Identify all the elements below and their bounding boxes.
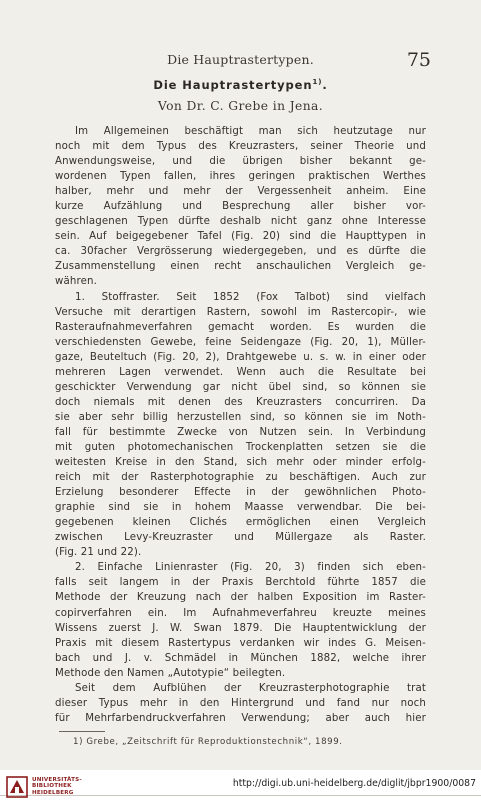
text-line: Methode der Kreuzung nach der halben Exposition im Raster- <box>55 592 426 604</box>
text-line: Anwendungsweise, und die übrigen bisher bekannt ge- <box>55 156 426 168</box>
text-line: Methode den Namen „Autotypie“ beilegten. <box>55 667 286 679</box>
text-line: Praxis mit diesem Rastertypus verdanken wir indes G. Meisen- <box>55 637 426 649</box>
text-line: fall für bestimmte Zwecke von Nutzen sein. In Verbindung <box>55 426 426 438</box>
footnote: 1) Grebe, „Zeitschrift für Reproduktionstechnik“, 1899. <box>73 737 343 747</box>
text-line: wordenen Typen fallen, ihres geringen praktischen Werthes <box>55 171 426 183</box>
text-line: verschiedensten Gewebe, feine Seidengaze (Fig. 20, 1), Müller- <box>55 336 426 348</box>
footnote-marker: 1) <box>312 78 323 87</box>
text-line: Zusammenstellung einen recht anschaulichen Vergleich ge- <box>55 261 426 273</box>
library-name-line: UNIVERSITÄTS- <box>32 777 82 783</box>
footnote-rule <box>59 731 105 732</box>
text-line: für Mehrfarbendruckverfahren Verwendung; aber auch hier <box>55 712 426 724</box>
text-line: halber, mehr und mehr der Vergessenheit anheim. Eine <box>55 186 426 198</box>
text-line: dieser Typus mehr in den Hintergrund und fand nur noch <box>55 697 426 709</box>
text-line: Im Allgemeinen beschäftigt man sich heutzutage nur <box>75 126 426 137</box>
library-name[interactable] <box>32 777 82 796</box>
article-title: Die Hauptrastertypen$^{1)}$. <box>153 78 328 92</box>
text-line: (Fig. 21 und 22). <box>55 547 142 559</box>
text-line: zwischen Levy-Kreuzraster und Müllergaze als Raster. <box>55 532 426 544</box>
text-line: Versuche mit derartigen Rastern, sowohl im Rastercopir-, wie <box>55 306 426 318</box>
library-name-line: HEIDELBERG <box>32 789 74 796</box>
text-line: 2. Einfache Linienraster (Fig. 20, 3) finden sich eben- <box>75 562 426 574</box>
text-line: geschlagenen Typen dürfte deshalb nicht ganz ohne Interesse <box>55 216 426 228</box>
text-line: kurze Aufzählung und Besprechung aller bisher vor- <box>55 201 426 213</box>
text-line: copirverfahren ein. Im Aufnahmeverfahreu kreuzte meines <box>55 607 426 619</box>
text-line: ca. 30facher Vergrösserung wiedergegeben, und es dürfte die <box>55 246 426 258</box>
text-line: währen. <box>55 276 98 288</box>
text-line: falls seit langem in der Praxis Berchtold führte 1857 die <box>55 577 426 589</box>
library-logo-icon[interactable] <box>6 775 28 799</box>
page-number: 75 <box>406 49 431 71</box>
source-url-link[interactable]: http://digi.ub.uni-heidelberg.de/diglit/jbpr1900/0087 <box>232 778 476 789</box>
text-line: sie aber sehr billig herzustellen sind, so können sie im Noth- <box>55 411 426 423</box>
text-line: reich mit der Rasterphotographie zu beschäftigen. Auch zur <box>55 472 426 484</box>
text-line: bach und J. v. Schmädel in München 1882, welche ihrer <box>55 652 426 664</box>
text-line: weitesten Kreise in den Stand, sich mehr oder minder erfolg- <box>55 457 426 469</box>
running-title: Die Hauptrastertypen. <box>167 52 314 67</box>
text-line: noch mit dem Typus des Kreuzrasters, seiner Theorie und <box>55 141 426 153</box>
library-name-line: BIBLIOTHEK <box>32 783 72 790</box>
text-line: gaze, Beuteltuch (Fig. 20, 2), Drahtgewebe u. s. w. in einer oder <box>55 351 426 363</box>
text-line: Seit dem Aufblühen der Kreuzrasterphotographie trat <box>75 682 426 694</box>
article-title-text: Die Hauptrastertypen <box>153 78 313 92</box>
running-head <box>0 49 481 72</box>
text-line: sein. Auf beigegebener Tafel (Fig. 20) sind die Haupttypen in <box>55 231 426 243</box>
body-text <box>55 124 426 726</box>
text-line: Rasteraufnahmeverfahren gemacht worden. Es wurden die <box>55 321 426 333</box>
text-line: 1. Stoffraster. Seit 1852 (Fox Talbot) sind vielfach <box>75 291 426 303</box>
text-line: Erzielung besonderer Effecte in der gewöhnlichen Photo- <box>55 487 426 499</box>
byline: Von Dr. C. Grebe in Jena. <box>157 99 324 113</box>
text-line: graphie sind sie in hohem Maasse verwendbar. Die bei- <box>55 502 426 514</box>
text-line: geschickter Verwendung gar nicht übel sind, so können sie <box>55 381 426 393</box>
text-line: mit guten photomechanischen Trockenplatten setzen sie die <box>55 441 426 453</box>
text-line: gegebenen kleinen Clichés ermöglichen einen Vergleich <box>55 517 426 529</box>
text-line: mehreren Lagen verwendet. Wenn auch die Resultate bei <box>55 366 426 378</box>
text-line: Wissens zuerst J. W. Swan 1879. Die Hauptentwicklung der <box>55 622 426 634</box>
text-line: doch niemals mit denen des Kreuzrasters concurriren. Da <box>55 396 426 408</box>
